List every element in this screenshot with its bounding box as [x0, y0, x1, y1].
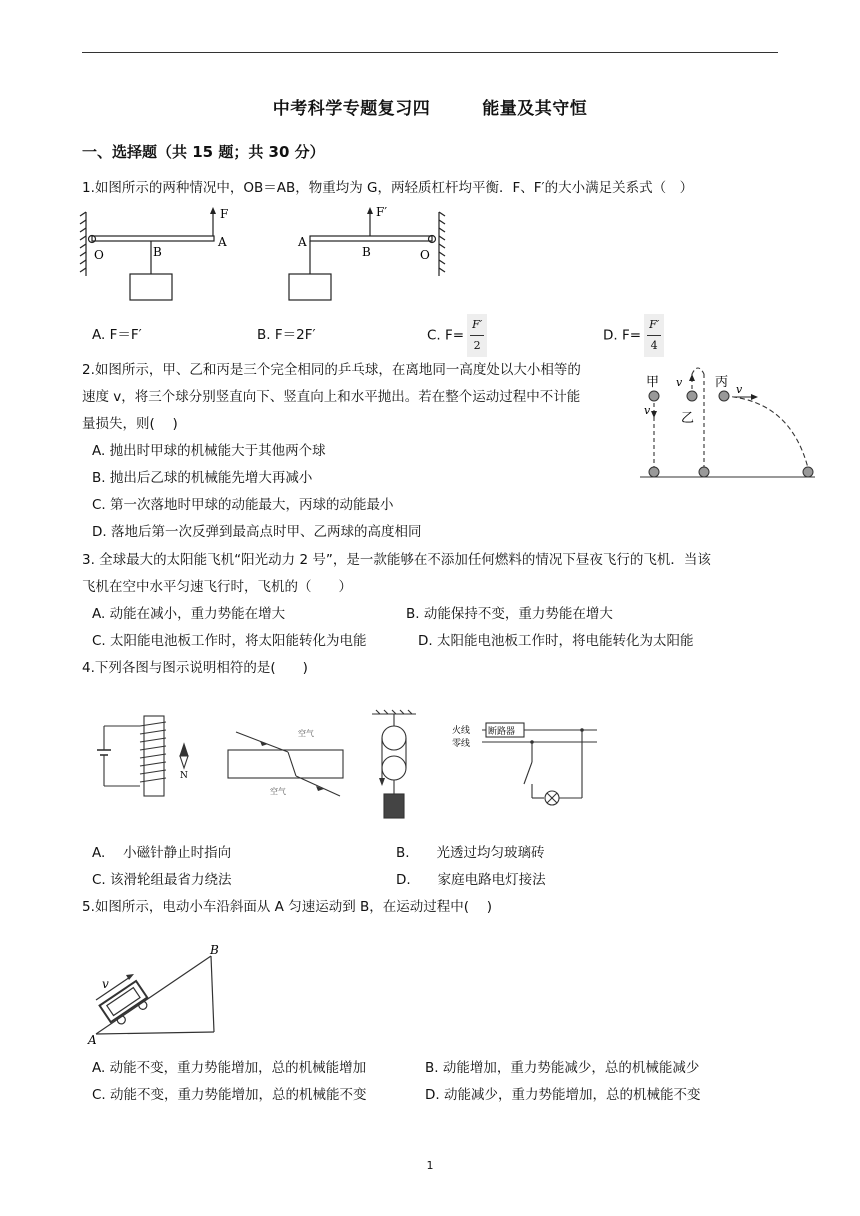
q4-pulley-figure [368, 708, 428, 826]
q1-option-d-denominator: 4 [650, 339, 658, 352]
q4-label-neutral-wire: 零线 [452, 739, 471, 749]
q1-lever-figure-left [80, 204, 250, 304]
q5-incline-cart-figure [86, 943, 226, 1047]
q4-electromagnet-figure [94, 712, 194, 802]
q4-option-b[interactable]: B. 光透过均匀玻璃砖 [396, 845, 545, 861]
q3-option-b[interactable]: B. 动能保持不变，重力势能在增大 [406, 606, 613, 622]
q2-stem-line-1: 2.如图所示，甲、乙和丙是三个完全相同的乒乓球，在离地同一高度处以大小相等的 [82, 362, 581, 378]
q1-lever-figure-right [282, 204, 452, 304]
q1-option-c-numerator: F′ [470, 315, 484, 336]
q5-label-a: A [88, 1033, 97, 1047]
q2-label-v-up: v [676, 376, 683, 389]
q1-option-a[interactable]: A. F＝F′ [92, 327, 142, 343]
title-main: 中考科学专题复习四 [272, 99, 431, 119]
section-heading: 一、选择题（共 15 题；共 30 分） [82, 143, 325, 161]
q1-option-c-label: C. F= [427, 327, 465, 344]
q3-option-d[interactable]: D. 太阳能电池板工作时，将电能转化为太阳能 [418, 633, 694, 649]
q1-option-c-fraction [467, 314, 487, 357]
q1-left-label-b: B [153, 245, 162, 259]
q3-stem-line-1: 3. 全球最大的太阳能飞机“阳光动力 2 号”，是一款能够在不添加任何燃料的情况下昼夜飞行的飞机．当该 [82, 552, 711, 568]
q4-stem: 4.下列各图与图示说明相符的是( ) [82, 660, 308, 676]
q2-label-bing: 丙 [715, 375, 729, 390]
q2-stem-line-2: 速度 v，将三个球分别竖直向下、竖直向上和水平抛出。若在整个运动过程中不计能 [82, 389, 581, 405]
q2-option-a[interactable]: A. 抛出时甲球的机械能大于其他两个球 [92, 443, 326, 459]
q2-ball-throw-figure [640, 360, 820, 482]
header-rule [82, 52, 778, 53]
q1-right-label-b: B [362, 245, 371, 259]
q4-option-d[interactable]: D. 家庭电路电灯接法 [396, 872, 546, 888]
q1-option-c[interactable] [427, 314, 487, 357]
q1-left-label-a: A [218, 235, 227, 249]
q5-stem: 5.如图所示，电动小车沿斜面从 A 匀速运动到 B，在运动过程中( ) [82, 899, 493, 915]
q3-option-a[interactable]: A. 动能在减小，重力势能在增大 [92, 606, 286, 622]
q4-option-c[interactable]: C. 该滑轮组最省力绕法 [92, 872, 232, 888]
q5-option-c[interactable]: C. 动能不变，重力势能增加，总的机械能不变 [92, 1087, 367, 1103]
q1-option-d-label: D. F= [603, 327, 642, 344]
q4-label-air-top: 空气 [298, 729, 314, 738]
q1-left-label-o: O [94, 248, 104, 262]
q5-option-b[interactable]: B. 动能增加，重力势能减少，总的机械能减少 [425, 1060, 700, 1076]
q1-right-label-a: A [298, 235, 307, 249]
q1-right-label-f: F′ [376, 205, 388, 219]
title-topic: 能量及其守恒 [482, 99, 588, 119]
q3-option-c[interactable]: C. 太阳能电池板工作时，将太阳能转化为电能 [92, 633, 367, 649]
q1-stem: 1.如图所示的两种情况中，OB＝AB，物重均为 G，两轻质杠杆均平衡．F、F′的大小满足关系式（ ） [82, 180, 694, 196]
page-number: 1 [426, 1159, 434, 1172]
q4-option-a[interactable]: A. 小磁针静止时指向 [92, 845, 232, 861]
q4-label-n: N [180, 771, 188, 781]
q1-option-b[interactable]: B. F＝2F′ [257, 327, 316, 343]
q1-right-label-o: O [420, 248, 430, 262]
q2-label-v-down: v [644, 404, 651, 417]
q2-label-v-horizontal: v [736, 383, 743, 396]
q4-label-live-wire: 火线 [452, 726, 471, 736]
q2-option-b[interactable]: B. 抛出后乙球的机械能先增大再减小 [92, 470, 313, 486]
q5-option-a[interactable]: A. 动能不变，重力势能增加，总的机械能增加 [92, 1060, 367, 1076]
q4-label-air-bottom: 空气 [270, 787, 286, 796]
q4-glass-refraction-figure [228, 722, 348, 802]
q2-stem-line-3: 量损失，则( ) [82, 416, 178, 432]
q1-option-d-fraction [644, 314, 664, 357]
q1-option-d[interactable] [603, 314, 664, 357]
q2-label-jia: 甲 [646, 375, 660, 390]
q5-option-d[interactable]: D. 动能减少，重力势能增加，总的机械能不变 [425, 1087, 701, 1103]
q2-label-yi: 乙 [681, 411, 695, 426]
q2-option-c[interactable]: C. 第一次落地时甲球的动能最大，丙球的动能最小 [92, 497, 394, 513]
q3-stem-line-2: 飞机在空中水平匀速飞行时，飞机的（ ） [82, 579, 352, 595]
q1-option-d-numerator: F′ [647, 315, 661, 336]
q2-option-d[interactable]: D. 落地后第一次反弹到最高点时甲、乙两球的高度相同 [92, 524, 422, 540]
q5-label-b: B [210, 943, 219, 957]
q1-option-c-denominator: 2 [473, 339, 481, 352]
q5-label-v: v [102, 977, 109, 991]
q4-label-breaker: 断路器 [488, 727, 516, 737]
q4-household-circuit-figure [452, 718, 602, 818]
q1-left-label-f: F [220, 207, 229, 221]
page-title [0, 94, 860, 119]
